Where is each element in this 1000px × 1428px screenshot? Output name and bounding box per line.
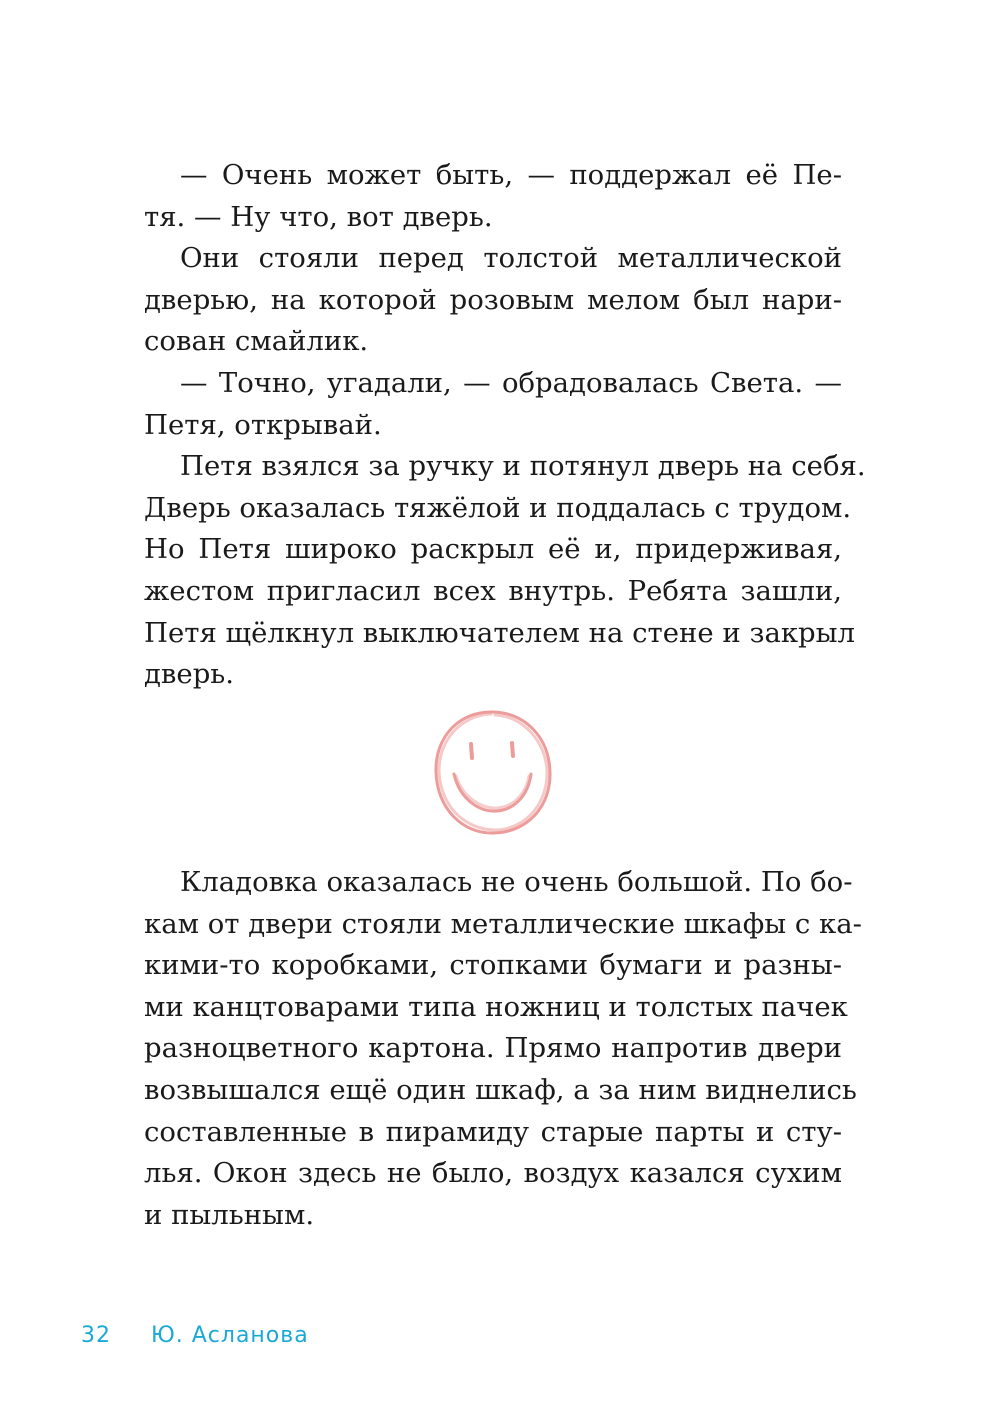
text-line: — Очень может быть, — поддержал её Пе- [180,159,842,191]
text-line: тя. — Ну что, вот дверь. [144,200,493,233]
text-line: Петя взялся за ручку и потянул дверь на себя. [180,450,866,483]
text-line: Петя щёлкнул выключателем на стене и закрыл [144,616,855,649]
paragraph-block-2 [144,862,862,1236]
text-line: кими-то коробками, стопками бумаги и разны- [144,949,842,982]
text-line: ми канцтоварами типа ножниц и толстых пачек [144,990,848,1023]
text-line: составленные в пирамиду старые парты и сту- [144,1115,842,1148]
text-line: кам от двери стояли металлические шкафы с ка- [144,907,862,940]
text-line: Кладовка оказалась не очень большой. По бо- [180,866,853,898]
text-line: Они стояли перед толстой металлической [180,242,842,275]
text-line: и пыльным. [144,1198,315,1231]
page-number: 32 [81,1323,111,1348]
text-line: возвышался ещё один шкаф, а за ним виднелись [144,1073,857,1106]
text-line: разноцветного картона. Прямо напротив двери [144,1032,842,1065]
author-name: Ю. Асланова [151,1323,309,1348]
page-footer [81,1323,309,1348]
text-line: сован смайлик. [144,325,369,358]
text-line: Дверь оказалась тяжёлой и поддалась с трудом. [144,491,852,524]
text-line: дверь. [144,658,235,691]
text-line: лья. Окон здесь не было, воздух казался сухим [144,1157,842,1190]
smiley-icon [430,708,556,838]
text-line: Петя, открывай. [144,408,382,441]
text-line: жестом пригласил всех внутрь. Ребята зашли, [144,574,842,607]
text-line: — Точно, угадали, — обрадовалась Света. — [180,366,842,399]
paragraph-block-1 [144,155,866,696]
text-line: Но Петя широко раскрыл её и, придерживая, [144,533,842,566]
text-line: дверью, на которой розовым мелом был нари- [144,283,842,316]
